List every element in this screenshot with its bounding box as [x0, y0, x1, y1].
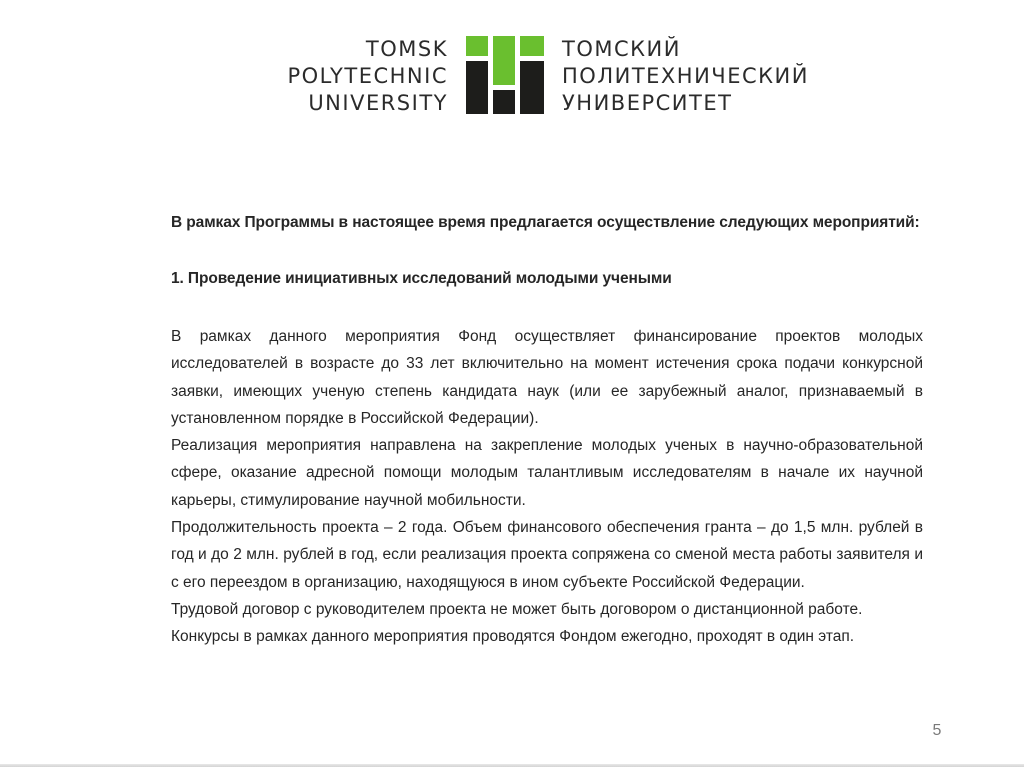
logo-english-line-3: UNIVERSITY	[308, 91, 448, 115]
intro-heading: В рамках Программы в настоящее время предлагается осуществление следующих мероприятий:	[171, 214, 920, 231]
paragraph-employment-contract: Трудовой договор с руководителем проекта не может быть договором о дистанционной работе.	[171, 600, 863, 618]
section-heading: 1. Проведение инициативных исследований молодыми учеными	[171, 270, 672, 287]
tpu-emblem-icon	[466, 36, 544, 114]
emblem-green-block-right	[520, 36, 544, 56]
logo-english-line-2: POLYTECHNIC	[287, 64, 448, 88]
logo-russian-line-3: УНИВЕРСИТЕТ	[562, 91, 733, 115]
emblem-green-block-left	[466, 36, 488, 56]
emblem-black-block-left	[466, 61, 488, 114]
emblem-black-block-right	[520, 61, 544, 114]
page-number: 5	[932, 722, 942, 739]
logo-english-line-1: TOMSK	[365, 37, 448, 61]
emblem-black-block-center	[493, 90, 515, 114]
logo-russian-line-1: ТОМСКИЙ	[562, 37, 681, 61]
university-logo	[0, 30, 1024, 120]
section-text	[171, 323, 923, 651]
paragraph-goals: Реализация мероприятия направлена на закрепление молодых ученых в научно-образовательной сфере, оказание адресной помощи молодым талантливым исследователям в начале их научной карьеры, стимулирование научной мобильности.	[171, 437, 923, 509]
logo-russian-name	[562, 36, 862, 117]
paragraph-duration-amount: Продолжительность проекта – 2 года. Объем финансового обеспечения гранта – до 1,5 млн. рублей в год и до 2 млн. рублей в год, если реализация проекта сопряжена со сменой места работы заявителя и с его переездом в организацию, находящуюся в ином субъекте Российской Федерации.	[171, 519, 923, 591]
logo-english-name	[268, 36, 448, 117]
paragraph-funding-scope: В рамках данного мероприятия Фонд осуществляет финансирование проектов молодых исследователей в возрасте до 33 лет включительно на момент истечения срока подачи конкурсной заявки, имеющих ученую степень кандидата наук (или ее зарубежный аналог, признаваемый в установленном порядке в Российской Федерации).	[171, 328, 923, 427]
document-body	[171, 205, 923, 651]
emblem-green-block-center	[493, 36, 515, 85]
logo-russian-line-2: ПОЛИТЕХНИЧЕСКИЙ	[562, 64, 809, 88]
paragraph-contest-frequency: Конкурсы в рамках данного мероприятия проводятся Фондом ежегодно, проходят в один этап.	[171, 628, 855, 646]
